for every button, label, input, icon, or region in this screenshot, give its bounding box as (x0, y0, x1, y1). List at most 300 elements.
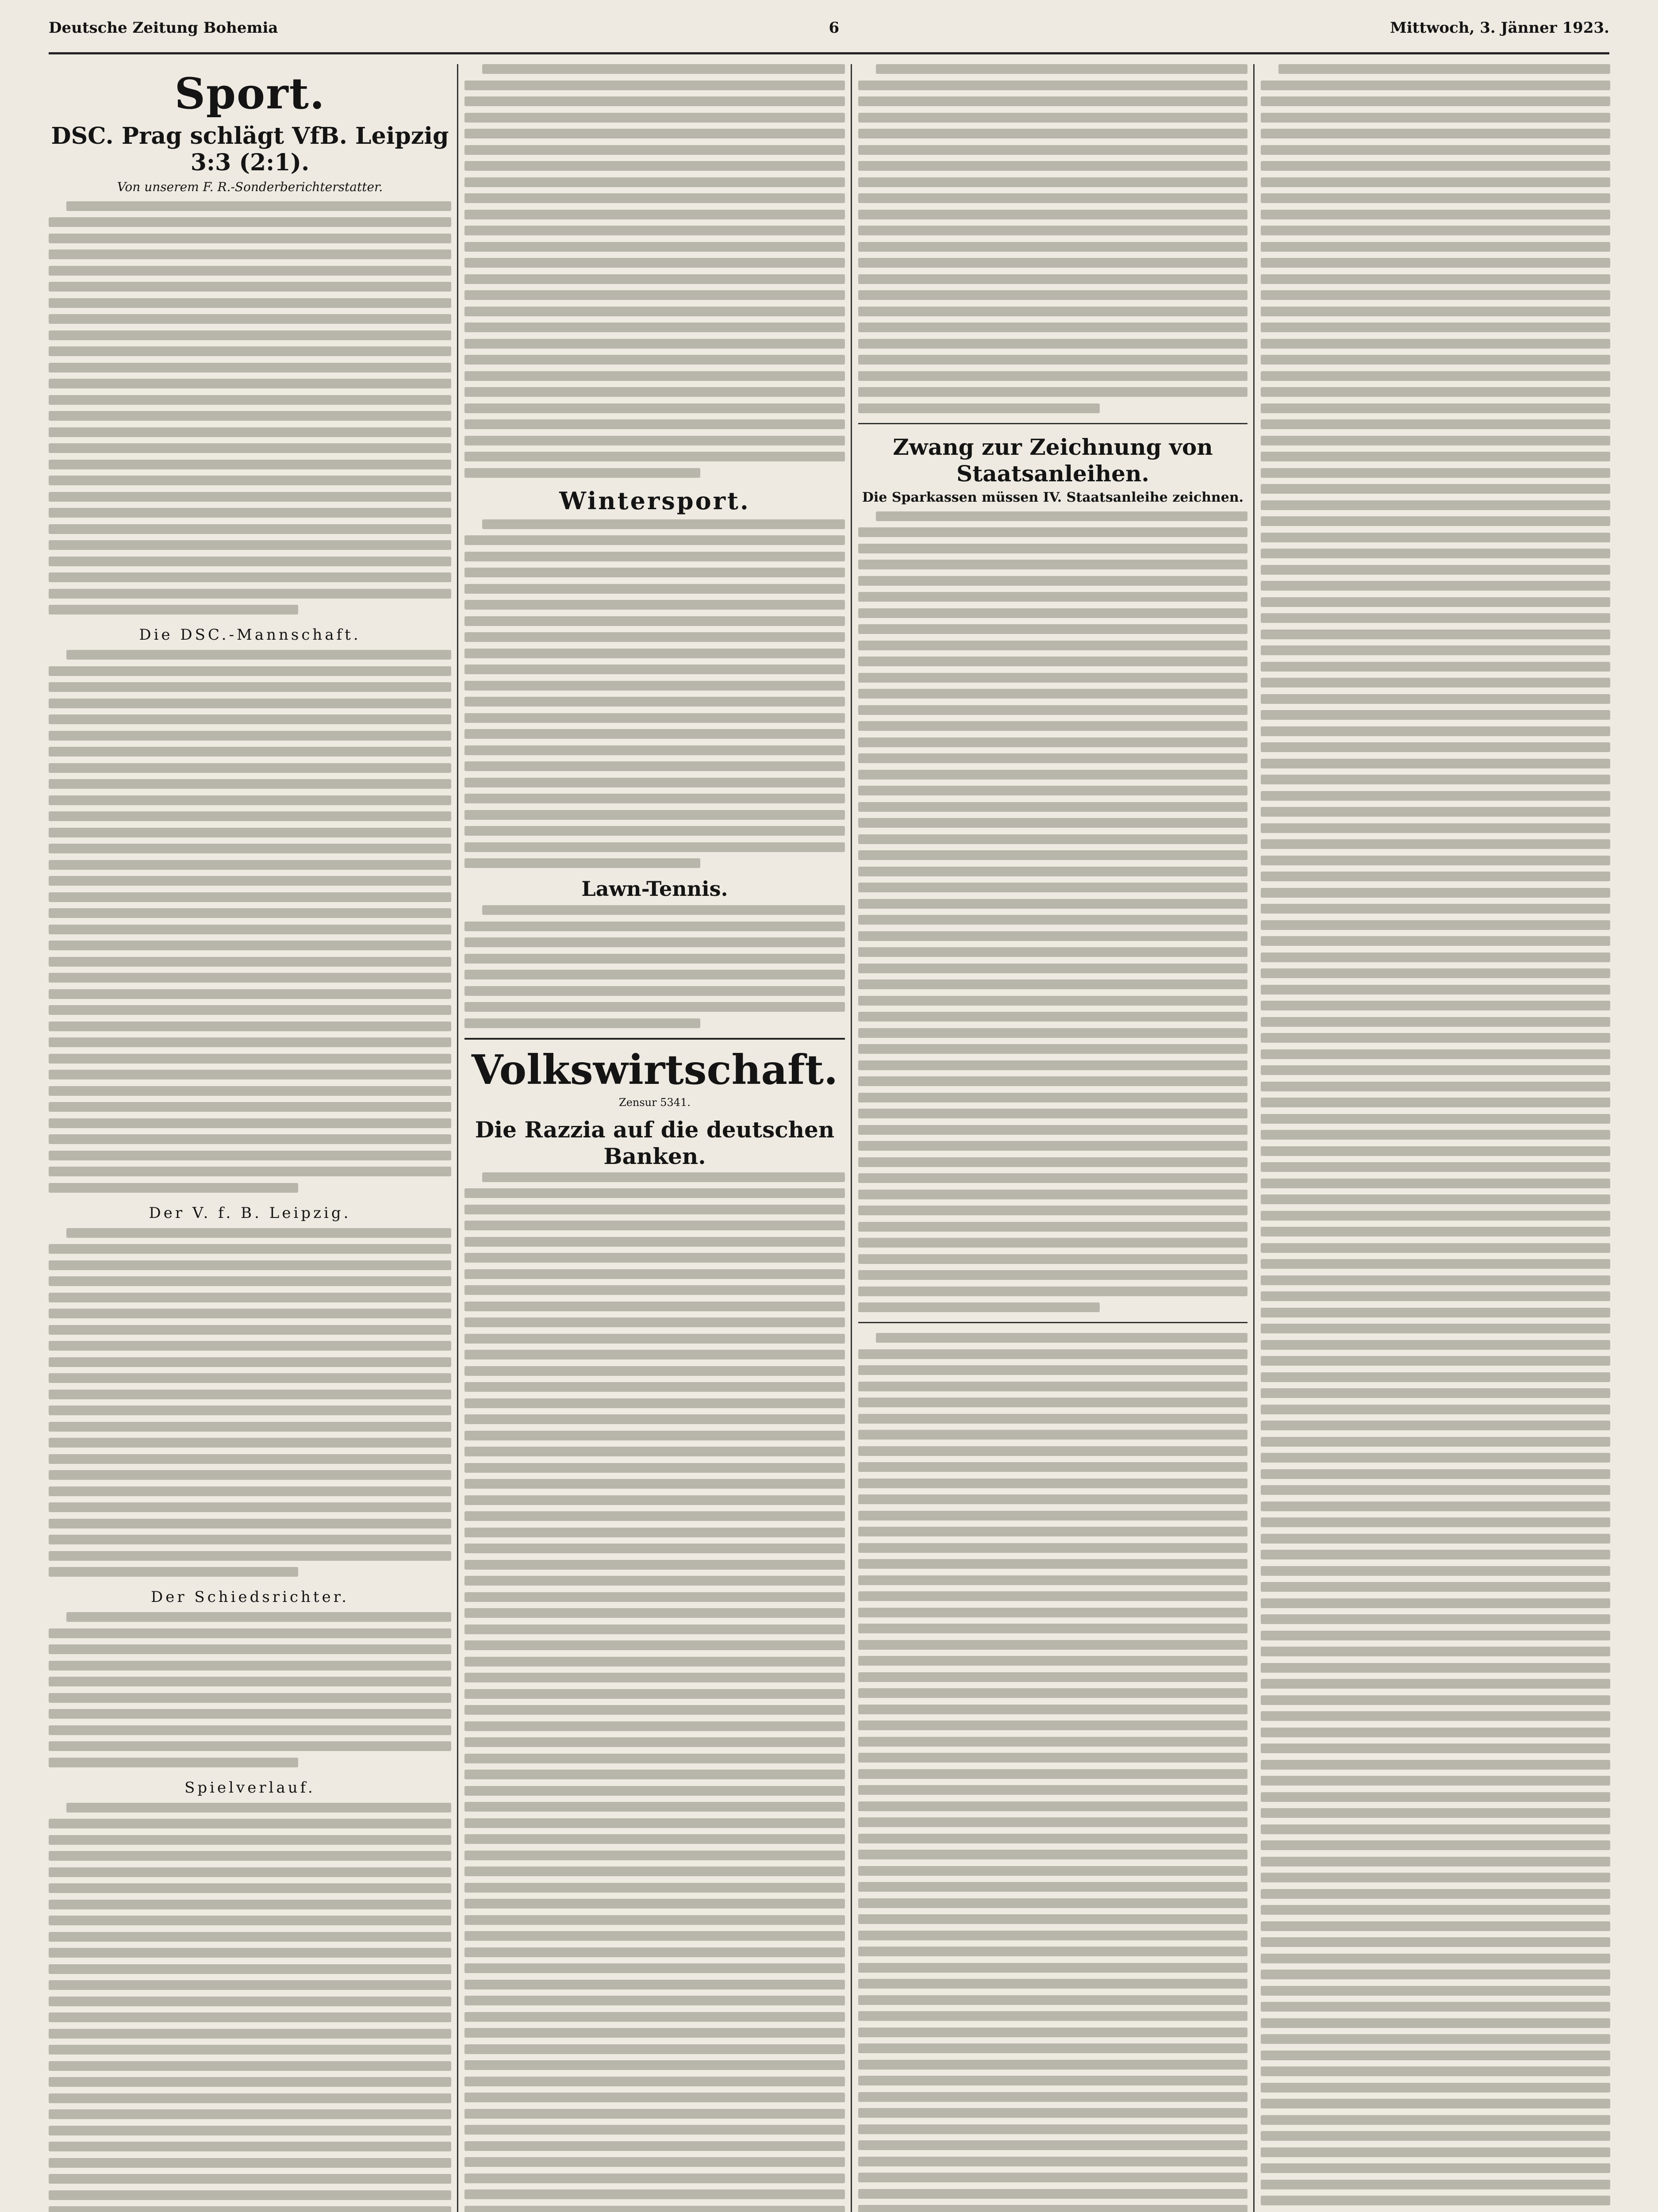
text-line (49, 605, 298, 614)
censor-note: Zensur 5341. (619, 1096, 691, 1109)
text-line (1261, 1905, 1610, 1915)
text-line (464, 436, 845, 445)
text-line (1261, 419, 1610, 429)
text-line (1261, 323, 1610, 332)
text-line (464, 1640, 845, 1650)
article-byline: Von unserem F. R.-Sonderberichterstatter. (117, 179, 383, 194)
text-line (49, 411, 451, 421)
text-line (858, 1511, 1247, 1521)
text-line (1261, 2131, 1610, 2141)
text-line (49, 2061, 451, 2071)
text-line (858, 721, 1247, 731)
text-line (49, 492, 451, 502)
text-line (858, 1624, 1247, 1633)
text-line (1261, 1534, 1610, 1544)
text-line (858, 1093, 1247, 1102)
text-line (464, 226, 845, 235)
text-line (49, 860, 451, 870)
text-line (49, 1693, 451, 1703)
text-line (464, 1398, 845, 1408)
text-line (1261, 904, 1610, 914)
text-line (858, 1898, 1247, 1908)
text-line (858, 1737, 1247, 1747)
text-line (1261, 1986, 1610, 1996)
text-line (1261, 1227, 1610, 1237)
text-line (464, 810, 845, 820)
text-line (1261, 1857, 1610, 1866)
subheading-lawn-tennis: Lawn-Tennis. (581, 877, 728, 901)
text-line (1261, 1453, 1610, 1463)
text-line (858, 274, 1247, 284)
text-line (464, 2093, 845, 2102)
text-line (66, 1612, 451, 1622)
text-line (1261, 468, 1610, 478)
text-line (1261, 1598, 1610, 1608)
text-line (49, 2109, 451, 2119)
text-line (858, 1753, 1247, 1763)
text-line (1261, 500, 1610, 510)
text-line (858, 177, 1247, 187)
text-line (1261, 145, 1610, 155)
text-line (49, 747, 451, 757)
text-line (1261, 2083, 1610, 2093)
text-line (858, 753, 1247, 763)
text-line (464, 729, 845, 739)
text-line (49, 572, 451, 582)
text-line (49, 1454, 451, 1464)
text-line (1261, 2163, 1610, 2173)
text-line (49, 1260, 451, 1270)
text-line (858, 81, 1247, 90)
text-line (1261, 1146, 1610, 1156)
text-line (1261, 2002, 1610, 2012)
text-line (858, 1817, 1247, 1827)
text-line (858, 1157, 1247, 1167)
text-line (1261, 759, 1610, 768)
text-line (858, 1705, 1247, 1714)
text-line (464, 600, 845, 610)
text-line (464, 2174, 845, 2183)
text-line (1261, 113, 1610, 123)
text-line (464, 1285, 845, 1295)
text-line (464, 403, 845, 413)
text-line (858, 883, 1247, 892)
text-line (464, 242, 845, 252)
text-line (1261, 436, 1610, 445)
text-line (1261, 2180, 1610, 2189)
text-line (1261, 1663, 1610, 1673)
text-line (49, 1309, 451, 1318)
text-line (858, 1382, 1247, 1391)
text-line (1261, 1049, 1610, 1059)
text-line (464, 339, 845, 349)
text-line (464, 1963, 845, 1973)
text-line (858, 2157, 1247, 2166)
text-line (464, 323, 845, 332)
text-line (464, 1705, 845, 1715)
text-line (464, 1996, 845, 2005)
text-line (1261, 1421, 1610, 1430)
text-line (464, 1673, 845, 1682)
body-text (49, 1803, 451, 2212)
text-line (1261, 1776, 1610, 1786)
text-line (49, 731, 451, 741)
text-line (1261, 96, 1610, 106)
text-line (1261, 662, 1610, 672)
subheading-vfb-leipzig: Der V. f. B. Leipzig. (149, 1204, 351, 1222)
article-headline-banks: Die Razzia auf die deutschen Banken. (475, 1116, 835, 1169)
text-line (464, 177, 845, 187)
text-line (49, 941, 451, 950)
text-line (49, 779, 451, 789)
text-line (464, 1851, 845, 1860)
text-line (858, 1430, 1247, 1440)
text-line (876, 64, 1247, 74)
text-line (858, 1947, 1247, 1956)
body-text (858, 511, 1247, 1313)
text-line (858, 1190, 1247, 1199)
header-rule (49, 52, 1609, 54)
text-line (482, 905, 845, 915)
text-line (858, 2205, 1247, 2212)
page-header (49, 8, 1609, 48)
text-line (49, 2093, 451, 2103)
text-line (858, 290, 1247, 300)
text-line (858, 113, 1247, 123)
text-line (1261, 1194, 1610, 1204)
text-line (858, 770, 1247, 780)
text-line (858, 1850, 1247, 1859)
text-line (1261, 1388, 1610, 1398)
text-line (49, 1709, 451, 1719)
text-line (858, 258, 1247, 268)
text-line (464, 2141, 845, 2151)
text-line (464, 584, 845, 594)
text-line (464, 568, 845, 577)
text-line (464, 1754, 845, 1763)
text-line (858, 1349, 1247, 1359)
text-line (858, 1608, 1247, 1617)
text-line (49, 1022, 451, 1031)
article-divider (858, 423, 1247, 424)
text-line (1261, 888, 1610, 898)
text-line (1261, 1792, 1610, 1802)
text-line (49, 1535, 451, 1544)
text-line (49, 844, 451, 853)
text-line (1261, 1179, 1610, 1188)
text-line (858, 1302, 1100, 1312)
text-line (464, 452, 845, 461)
text-line (464, 986, 845, 996)
text-line (49, 763, 451, 773)
text-line (49, 2206, 451, 2212)
text-line (49, 828, 451, 837)
text-line (1261, 694, 1610, 704)
text-line (858, 624, 1247, 634)
text-line (464, 1463, 845, 1473)
text-line (1261, 710, 1610, 720)
text-line (858, 1575, 1247, 1585)
text-line (858, 2011, 1247, 2021)
text-line (464, 1866, 845, 1876)
body-text (49, 1228, 451, 1577)
text-line (1261, 1356, 1610, 1366)
text-line (858, 850, 1247, 860)
text-line (858, 1995, 1247, 2005)
text-line (464, 2157, 845, 2167)
text-line (1261, 1275, 1610, 1285)
text-line (482, 1172, 845, 1182)
article-divider (858, 1322, 1247, 1323)
text-line (464, 274, 845, 284)
text-line (49, 1835, 451, 1845)
text-line (1261, 1937, 1610, 1947)
text-line (858, 193, 1247, 203)
text-line (49, 1948, 451, 1958)
text-line (49, 508, 451, 518)
text-line (858, 673, 1247, 683)
text-line (49, 1005, 451, 1015)
subheading-dsc-team: Die DSC.-Mannschaft. (139, 626, 361, 644)
text-line (1261, 1082, 1610, 1091)
text-line (464, 1947, 845, 1957)
text-line (49, 1725, 451, 1735)
text-line (49, 250, 451, 259)
text-line (858, 323, 1247, 332)
text-line (49, 1980, 451, 1990)
text-line (49, 1086, 451, 1096)
text-line (49, 1422, 451, 1432)
text-line (49, 876, 451, 886)
text-line (49, 379, 451, 388)
text-line (858, 931, 1247, 941)
text-line (858, 1494, 1247, 1504)
text-line (858, 737, 1247, 747)
text-line (858, 307, 1247, 316)
text-line (464, 1770, 845, 1779)
text-line (464, 1592, 845, 1602)
text-line (464, 1188, 845, 1198)
text-line (464, 1237, 845, 1247)
text-line (49, 1819, 451, 1828)
text-line (464, 1834, 845, 1844)
text-line (66, 201, 451, 211)
text-line (858, 129, 1247, 138)
column-rule (851, 64, 852, 2212)
text-line (1261, 613, 1610, 623)
text-line (858, 560, 1247, 569)
text-line (858, 899, 1247, 909)
text-line (49, 957, 451, 967)
text-line (1261, 1550, 1610, 1559)
text-line (1261, 161, 1610, 171)
text-line (1261, 2066, 1610, 2076)
text-line (1261, 1114, 1610, 1124)
article-headline-savings: Zwang zur Zeichnung von Staatsanleihen. (893, 434, 1213, 487)
text-line (858, 1834, 1247, 1843)
text-line (1261, 775, 1610, 784)
text-line (858, 996, 1247, 1006)
text-line (464, 2077, 845, 2086)
text-line (1261, 129, 1610, 138)
text-line (858, 96, 1247, 106)
text-line (464, 1269, 845, 1279)
text-line (49, 363, 451, 373)
text-line (1261, 1582, 1610, 1592)
text-line (858, 641, 1247, 650)
body-text (49, 1612, 451, 1767)
text-line (858, 371, 1247, 381)
text-line (49, 1628, 451, 1638)
text-line (858, 1141, 1247, 1151)
text-line (858, 1109, 1247, 1118)
text-line (1261, 1679, 1610, 1689)
text-line (464, 649, 845, 658)
text-line (49, 1102, 451, 1112)
column-rule (1253, 64, 1255, 2212)
text-line (1261, 630, 1610, 639)
text-line (858, 2189, 1247, 2199)
text-line (464, 1883, 845, 1893)
text-line (49, 314, 451, 324)
text-line (858, 2028, 1247, 2037)
text-line (49, 811, 451, 821)
text-line (1261, 258, 1610, 268)
text-line (858, 210, 1247, 219)
text-line (464, 937, 845, 947)
body-text (49, 201, 451, 615)
body-text (858, 64, 1247, 413)
text-line (1261, 1517, 1610, 1527)
text-line (49, 443, 451, 453)
text-line (1261, 1873, 1610, 1882)
text-line (1261, 839, 1610, 849)
text-line (858, 2076, 1247, 2085)
text-line (1261, 177, 1610, 187)
text-line (49, 989, 451, 999)
text-line (49, 2190, 451, 2200)
text-line (1261, 2034, 1610, 2044)
text-line (464, 1721, 845, 1731)
text-line (858, 1060, 1247, 1070)
text-line (1261, 1308, 1610, 1317)
subheading-referee: Der Schiedsrichter. (150, 1588, 349, 1606)
text-line (858, 1866, 1247, 1876)
text-line (49, 557, 451, 566)
text-line (858, 979, 1247, 989)
text-line (464, 1528, 845, 1537)
text-line (1261, 1647, 1610, 1656)
text-line (1261, 1760, 1610, 1770)
text-line (49, 1276, 451, 1286)
text-line (858, 1688, 1247, 1698)
column-2 (464, 64, 845, 2212)
text-line (464, 113, 845, 123)
text-line (49, 1293, 451, 1302)
text-line (464, 842, 845, 852)
text-line (1261, 823, 1610, 833)
text-line (858, 1206, 1247, 1215)
text-line (1261, 1728, 1610, 1737)
text-line (858, 1012, 1247, 1022)
text-line (464, 954, 845, 964)
text-line (464, 1657, 845, 1667)
text-line (482, 64, 845, 74)
text-line (464, 1576, 845, 1586)
text-line (858, 1414, 1247, 1424)
text-line (858, 1446, 1247, 1456)
text-line (1261, 1405, 1610, 1414)
text-line (1261, 1340, 1610, 1350)
text-line (464, 1931, 845, 1941)
text-line (1261, 226, 1610, 235)
text-line (858, 339, 1247, 349)
text-line (1261, 1259, 1610, 1269)
text-line (464, 664, 845, 674)
text-line (1261, 274, 1610, 284)
text-line (464, 1479, 845, 1489)
text-line (1261, 920, 1610, 930)
text-line (49, 1118, 451, 1128)
text-line (464, 1431, 845, 1440)
text-line (876, 1333, 1247, 1343)
text-line (858, 527, 1247, 537)
text-line (1261, 1631, 1610, 1640)
text-line (858, 964, 1247, 973)
text-line (858, 2173, 1247, 2182)
text-line (858, 1785, 1247, 1795)
text-line (858, 1882, 1247, 1892)
text-line (464, 535, 845, 545)
text-line (858, 1270, 1247, 1280)
column-rule (457, 64, 458, 2212)
text-line (858, 1173, 1247, 1183)
text-line (464, 2189, 845, 2199)
body-text (464, 1172, 845, 2212)
text-line (1261, 1033, 1610, 1043)
text-line (858, 355, 1247, 365)
masthead-name: Deutsche Zeitung Bohemia (49, 19, 278, 37)
text-line (49, 1134, 451, 1144)
text-line (464, 2206, 845, 2212)
text-line (49, 1037, 451, 1047)
text-line (49, 1167, 451, 1176)
text-line (858, 1254, 1247, 1264)
text-line (49, 1677, 451, 1686)
article-subheadline: Die Sparkassen müssen IV. Staatsanleihe zeichnen. (862, 489, 1244, 505)
text-line (1261, 403, 1610, 413)
text-line (858, 2108, 1247, 2118)
text-line (1261, 565, 1610, 575)
text-line (858, 608, 1247, 618)
text-line (49, 1741, 451, 1751)
text-line (1278, 64, 1610, 74)
text-line (464, 1608, 845, 1618)
text-line (1261, 2115, 1610, 2125)
text-line (464, 387, 845, 397)
text-line (464, 1915, 845, 1925)
text-line (858, 1801, 1247, 1811)
subheading-match-report: Spielverlauf. (184, 1778, 315, 1797)
text-line (464, 713, 845, 723)
text-line (1261, 1372, 1610, 1382)
text-line (464, 761, 845, 771)
text-line (1261, 371, 1610, 381)
text-line (49, 460, 451, 469)
text-line (1261, 1824, 1610, 1834)
text-line (858, 1365, 1247, 1375)
text-line (464, 632, 845, 642)
